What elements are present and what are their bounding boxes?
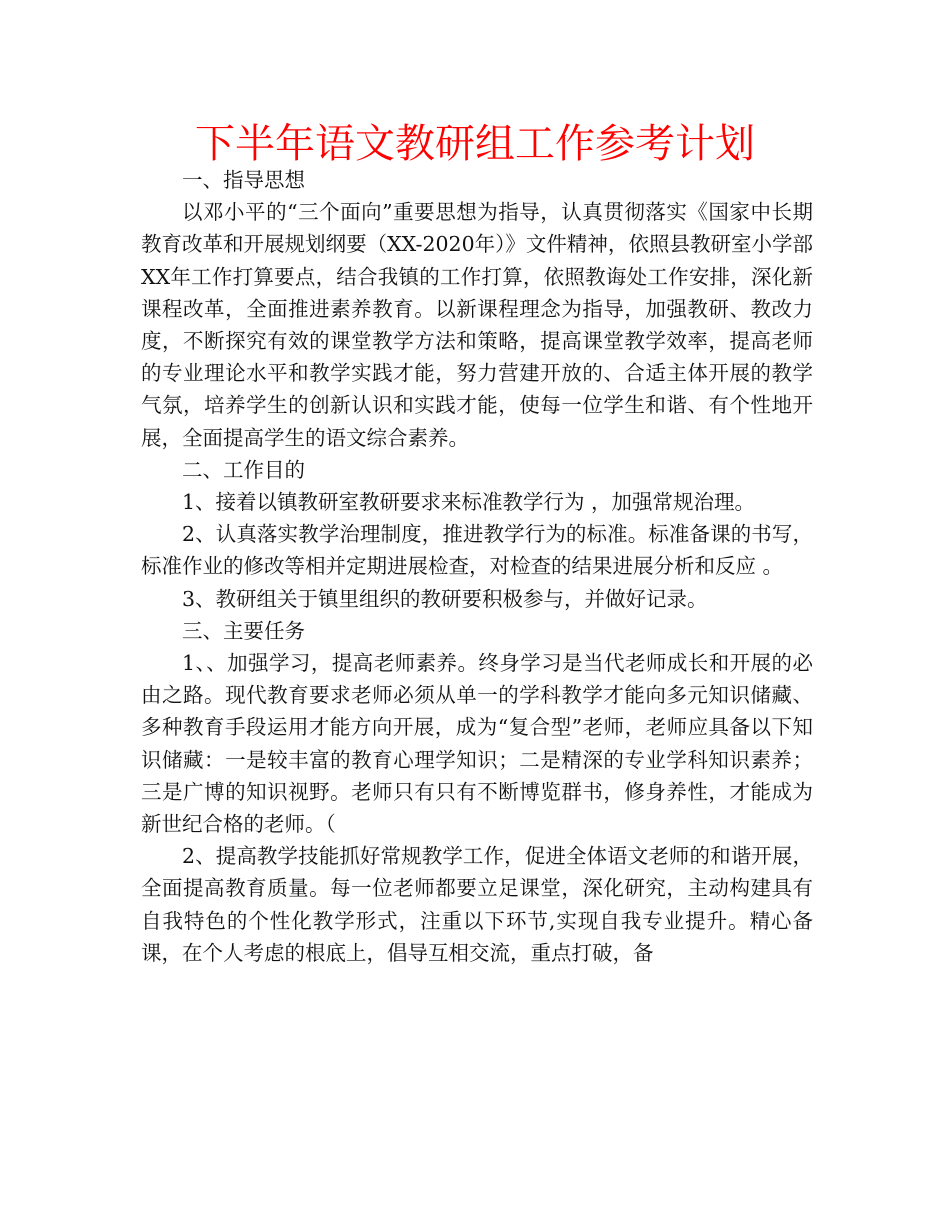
paragraph: 2、提高教学技能抓好常规教学工作，促进全体语文老师的和谐开展，全面提高教育质量。每一位老师都要立足课堂，深化研究，主动构建具有自我特色的个性化教学形式，注重以下环节,实现自我专业提升。精心备课，在个人考虑的根底上，倡导互相交流，重点打破，备 [141, 844, 813, 965]
section-heading: 三、主要任务 [182, 618, 305, 643]
paragraph: 1、接着以镇教研室教研要求来标准教学行为 ，加强常规治理。 [182, 490, 756, 515]
paragraph: 以邓小平的“三个面向”重要思想为指导，认真贯彻落实《国家中长期教育改革和开展规划纲要（XX-2020年）》文件精神，依照县教研室小学部XX年工作打算要点，结合我镇的工作打算，依照教诲处工作安排，深化新课程改革，全面推进素养教育。以新课程理念为指导，加强教研、教改力度，不断探究有效的课堂教学方法和策略，提高课堂教学效率，提高老师的专业理论水平和教学实践才能，努力营建开放的、合适主体开展的教学气氛，培养学生的创新认识和实践才能，使每一位学生和谐、有个性地开展，全面提高学生的语文综合素养。 [141, 200, 813, 450]
section-heading: 二、工作目的 [182, 457, 305, 482]
paragraph: 1、、加强学习，提高老师素养。终身学习是当代老师成长和开展的必由之路。现代教育要求老师必须从单一的学科教学才能向多元知识储藏、多种教育手段运用才能方向开展，成为“复合型”老师，老师应具备以下知识储藏：一是较丰富的教育心理学知识；二是精深的专业学科知识素养；三是广博的知识视野。老师只有只有不断博览群书，修身养性，才能成为新世纪合格的老师。（ [141, 651, 813, 837]
paragraph: 3、教研组关于镇里组织的教研要积极参与，并做好记录。 [182, 586, 708, 611]
section-heading: 一、指导思想 [182, 168, 305, 192]
paragraph: 2、认真落实教学治理制度，推进教学行为的标准。标准备课的书写，标准作业的修改等相并定期进展检查，对检查的结果进展分析和反应 。 [141, 522, 813, 579]
document-title: 下半年语文教研组工作参考计划 [195, 121, 755, 167]
document-body [141, 164, 813, 969]
